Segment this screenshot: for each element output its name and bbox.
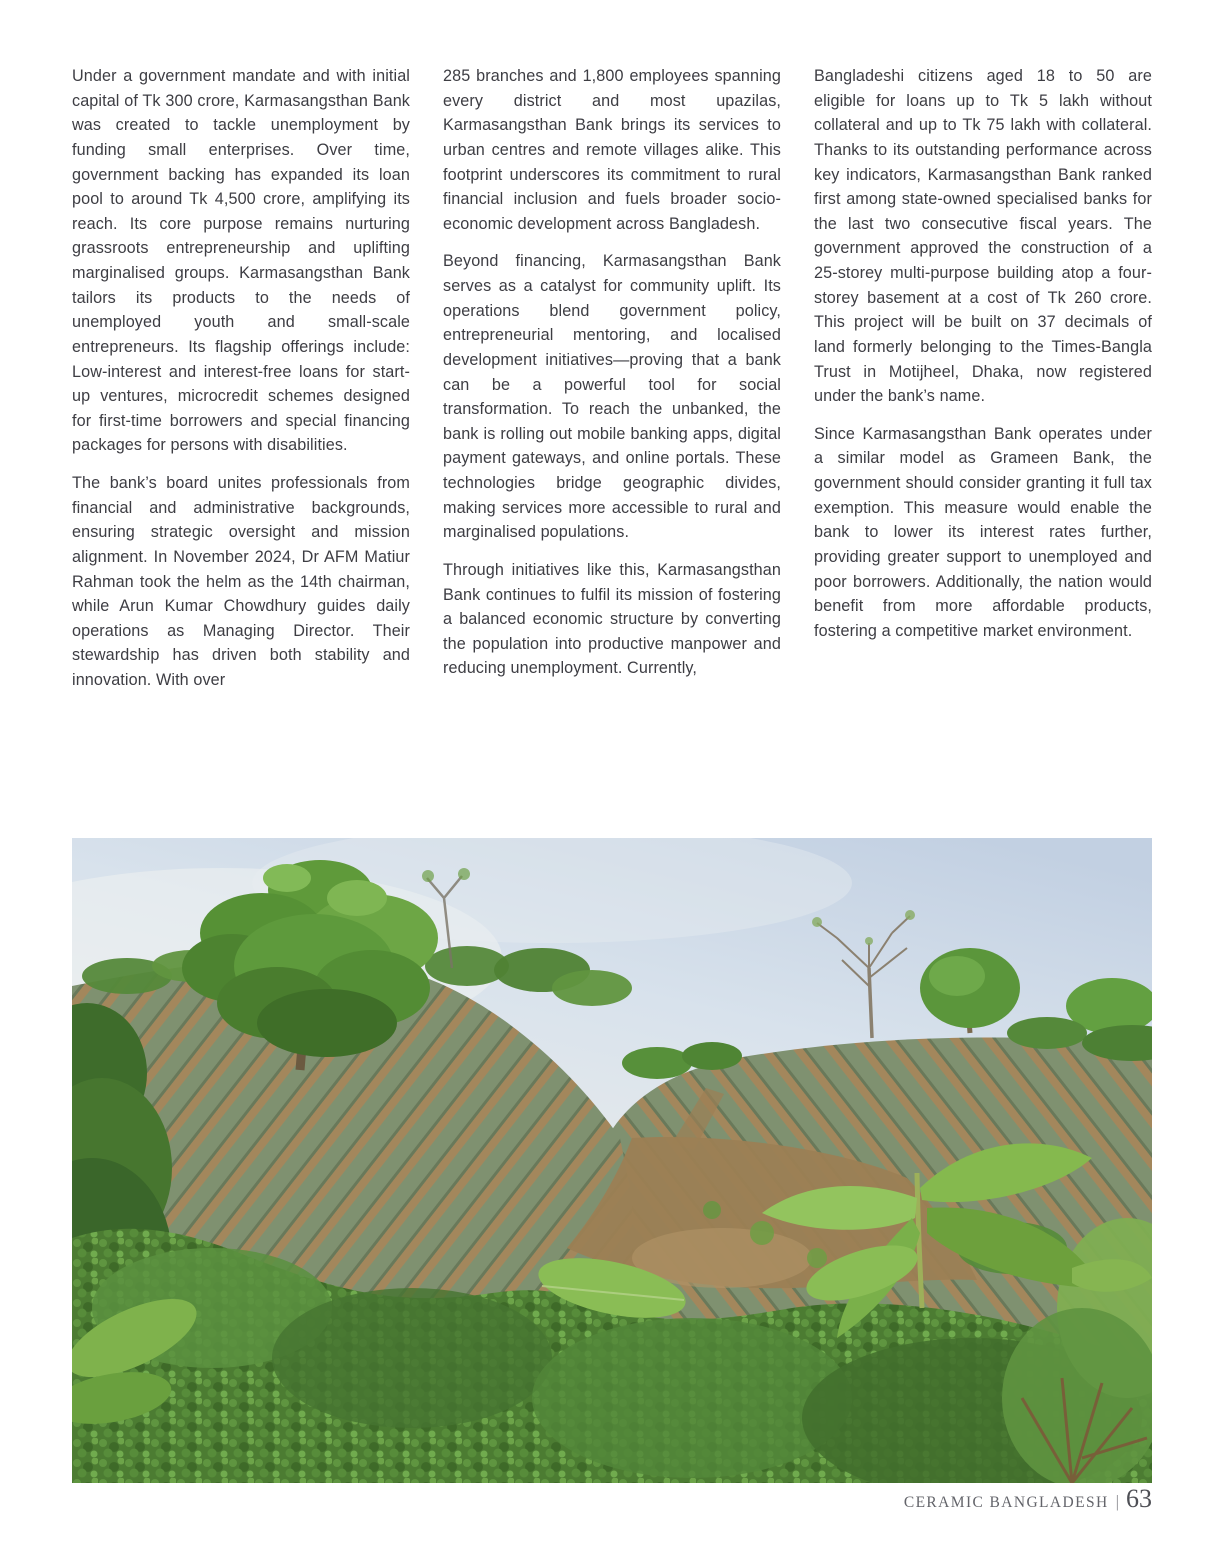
- page-footer: [904, 1484, 1152, 1514]
- paragraph: The bank’s board unites professionals from financial and administrative backgrounds, ensuring strategic oversight and mission alignment. In November 2024, Dr AFM Matiur Rahman took the helm as the 14th chairman, while Arun Kumar Chowdhury guides daily operations as Managing Director. Their stewardship has driven both stability and innovation. With over: [72, 474, 410, 689]
- plantation-photo-illustration: [72, 838, 1152, 1483]
- paragraph: Since Karmasangsthan Bank operates under a similar model as Grameen Bank, the government should consider granting it full tax exemption. This measure would enable the bank to lower its interest rates further, providing greater support to unemployed and poor borrowers. Additionally, the nation would benefit from more affordable products, fostering a competitive market environment.: [814, 424, 1152, 640]
- footer-separator: |: [1115, 1492, 1119, 1511]
- text-column-1: [72, 64, 410, 706]
- plantation-photo: [72, 838, 1152, 1483]
- text-column-3: [814, 64, 1152, 706]
- paragraph: Bangladeshi citizens aged 18 to 50 are eligible for loans up to Tk 5 lakh without collateral and up to Tk 75 lakh with collateral. Thanks to its outstanding performance across key indicators, Karmasangsthan Bank ranked first among state-owned specialised banks for the last two consecutive fiscal years. The government approved the construction of a 25-storey multi-purpose building atop a four-storey basement at a cost of Tk 260 crore. This project will be built on 37 decimals of land formerly belonging to the Times-Bangla Trust in Motijheel, Dhaka, now registered under the bank’s name.: [814, 67, 1152, 406]
- magazine-title: CERAMIC BANGLADESH: [903, 1494, 1109, 1511]
- article-columns: [72, 64, 1152, 706]
- paragraph: Under a government mandate and with initial capital of Tk 300 crore, Karmasangsthan Bank was created to tackle unemployment by funding small enterprises. Over time, government backing has expanded its loan pool to around Tk 4,500 crore, amplifying its reach. Its core purpose remains nurturing grassroots entrepreneurship and uplifting marginalised groups. Karmasangsthan Bank tailors its products to the needs of unemployed youth and small-scale entrepreneurs. Its flagship offerings include: Low-interest and interest-free loans for start-up ventures, microcredit schemes designed for first-time borrowers and special financing packages for persons with disabilities.: [72, 67, 410, 455]
- text-column-2: [443, 64, 781, 706]
- page-number: 63: [1126, 1484, 1152, 1513]
- paragraph: 285 branches and 1,800 employees spanning every district and most upazilas, Karmasangsthan Bank brings its services to urban centres and remote villages alike. This footprint underscores its commitment to rural financial inclusion and fuels broader socio-economic development across Bangladesh.: [443, 67, 781, 233]
- paragraph: Through initiatives like this, Karmasangsthan Bank continues to fulfil its mission of fostering a balanced economic structure by converting the population into productive manpower and reducing unemployment. Currently,: [443, 560, 781, 678]
- paragraph: Beyond financing, Karmasangsthan Bank serves as a catalyst for community uplift. Its operations blend government policy, entrepreneurial mentoring, and localised development initiatives—proving that a bank can be a powerful tool for social transformation. To reach the unbanked, the bank is rolling out mobile banking apps, digital payment gateways, and online portals. These technologies bridge geographic divides, making services more accessible to rural and marginalised populations.: [443, 252, 781, 542]
